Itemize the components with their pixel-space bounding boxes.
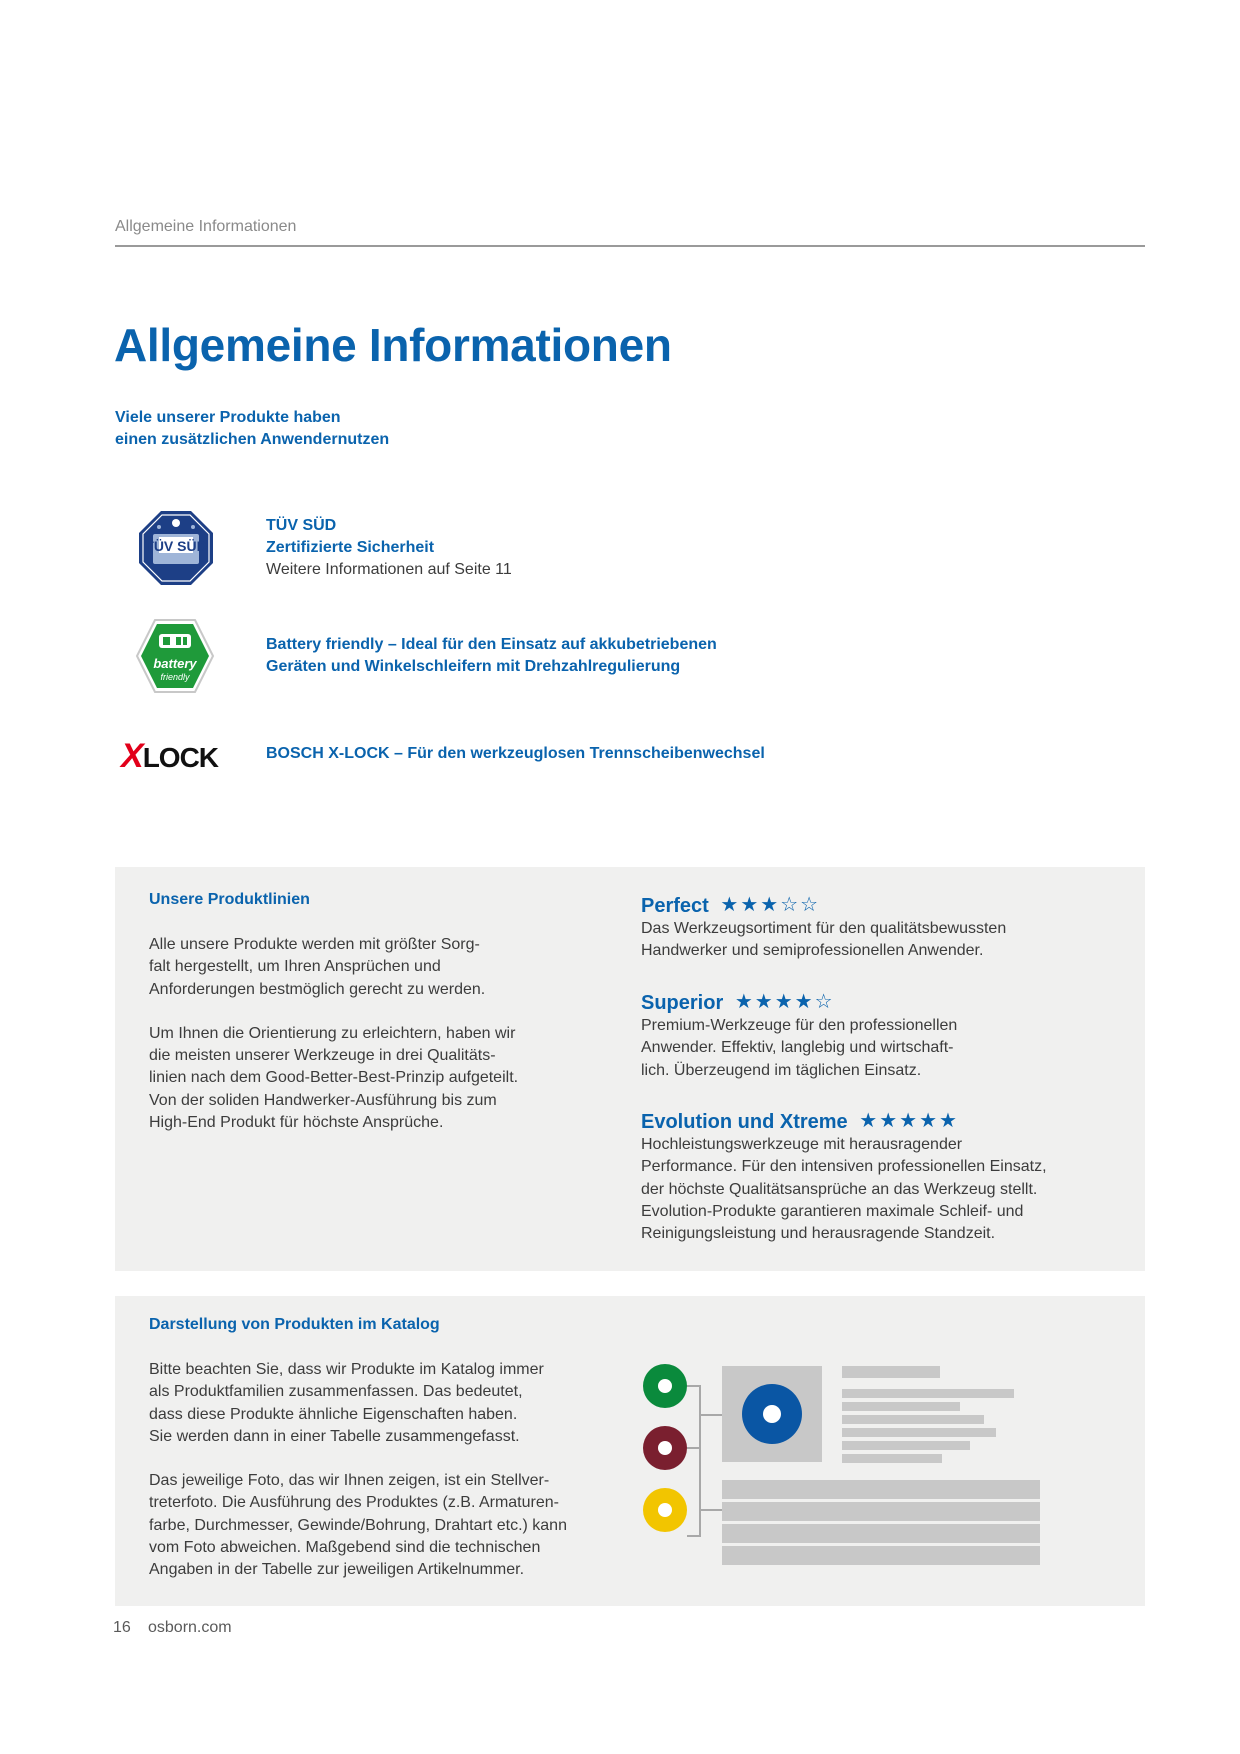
running-header: Allgemeine Informationen bbox=[115, 218, 297, 235]
header-rule bbox=[115, 245, 1145, 247]
rating-stars bbox=[859, 1108, 959, 1132]
text-line-placeholder bbox=[842, 1428, 996, 1437]
svg-text:friendly: friendly bbox=[160, 672, 190, 682]
catalog-title: Darstellung von Produkten im Katalog bbox=[149, 1316, 440, 1333]
table-row-placeholder bbox=[722, 1546, 1040, 1565]
star-filled-icon: ★ bbox=[774, 989, 795, 1013]
star-empty-icon: ☆ bbox=[800, 892, 821, 916]
star-filled-icon: ★ bbox=[754, 989, 775, 1013]
product-line-superior-title: Superior ★★★★☆ bbox=[641, 989, 835, 1014]
star-empty-icon: ☆ bbox=[814, 989, 835, 1013]
table-row-placeholder bbox=[722, 1524, 1040, 1543]
product-line-evolution-description: Hochleistungswerkzeuge mit herausragender Performance. Für den intensiven professionellen Einsatz, der höchste Qualitätsansprüche an das Werkzeug stellt. Evolution-Produkte garantieren maximale Schleif- und Reinigungsleistung und herausragende Standzeit. bbox=[641, 1136, 1047, 1243]
text-line-placeholder bbox=[842, 1389, 1014, 1398]
page-title: Allgemeine Informationen bbox=[114, 319, 672, 371]
rating-stars bbox=[735, 989, 835, 1013]
connector-line bbox=[687, 1386, 700, 1536]
product-line-perfect-description: Das Werkzeugsortiment für den qualitätsbewussten Handwerker und semiprofessionellen Anwender. bbox=[641, 920, 1007, 960]
feature-tuv-text: TÜV SÜD Zertifizierte Sicherheit Weitere Informationen auf Seite 11 bbox=[266, 517, 512, 578]
star-filled-icon: ★ bbox=[919, 1108, 939, 1132]
star-filled-icon: ★ bbox=[734, 989, 755, 1013]
footer-website: osborn.com bbox=[148, 1619, 232, 1636]
star-filled-icon: ★ bbox=[859, 1108, 880, 1132]
star-filled-icon: ★ bbox=[720, 892, 741, 916]
catalog-text: Bitte beachten Sie, dass wir Produkte im Katalog immer als Produktfamilien zusammenfassen. Das bedeutet, dass diese Produkte ähnliche Eigenschaften haben. Sie werden dann in einer Tabelle zusammengefasst. Das jeweilige Foto, das wir Ihnen zeigen, ist ein Stellver- treterfoto. Die Ausführung des Produktes (z.B. Armaturen- farbe, Durchmesser, Gewinde/Bohrung, Drahtart etc.) kann vom Foto abweichen. Maßgebend sind die technischen Angaben in der Tabelle zur jeweiligen Artikelnummer. bbox=[149, 1361, 567, 1579]
product-lines-title: Unsere Produktlinien bbox=[149, 891, 310, 908]
page-number: 16 bbox=[113, 1619, 131, 1636]
xlock-logo: XLOCK bbox=[121, 737, 219, 775]
table-row-placeholder bbox=[722, 1502, 1040, 1521]
star-filled-icon: ★ bbox=[879, 1108, 900, 1132]
feature-xlock-text: BOSCH X-LOCK – Für den werkzeuglosen Trennscheibenwechsel bbox=[266, 745, 765, 762]
star-filled-icon: ★ bbox=[939, 1108, 959, 1132]
tuv-sud-icon bbox=[137, 509, 215, 587]
svg-text:battery: battery bbox=[153, 656, 197, 671]
product-lines-intro: Alle unsere Produkte werden mit größter Sorg- falt hergestellt, um Ihren Ansprüchen und Anforderungen bestmöglich gerecht zu werden. Um Ihnen die Orientierung zu erleichtern, haben wir die meisten unserer Werkzeuge in drei Qualitäts- linien nach dem Good-Better-Best-Prinzip aufgeteilt. Von der soliden Handwerker-Ausführung bis zum High-End Produkt für höchste Ansprüche. bbox=[149, 936, 519, 1132]
text-line-placeholder bbox=[842, 1415, 984, 1424]
product-line-evolution-title: Evolution und Xtreme ★★★★★ bbox=[641, 1108, 959, 1133]
text-line-placeholder bbox=[842, 1454, 942, 1463]
star-filled-icon: ★ bbox=[794, 989, 815, 1013]
table-row-placeholder bbox=[722, 1480, 1040, 1499]
product-line-superior-description: Premium-Werkzeuge für den professionellen Anwender. Effektiv, langlebig und wirtschaft- lich. Überzeugend im täglichen Einsatz. bbox=[641, 1017, 958, 1079]
text-line-placeholder bbox=[842, 1366, 940, 1378]
product-line-perfect-title: Perfect ★★★☆☆ bbox=[641, 892, 821, 917]
text-line-placeholder bbox=[842, 1441, 970, 1450]
text-line-placeholder bbox=[842, 1402, 960, 1411]
battery-friendly-icon bbox=[135, 618, 215, 694]
rating-stars bbox=[720, 892, 820, 916]
star-filled-icon: ★ bbox=[740, 892, 761, 916]
subtitle: Viele unserer Produkte haben einen zusätzlichen Anwendernutzen bbox=[115, 409, 390, 448]
feature-battery-text: Battery friendly – Ideal für den Einsatz auf akkubetriebenen Geräten und Winkelschleifern mit Drehzahlregulierung bbox=[266, 636, 717, 675]
star-filled-icon: ★ bbox=[760, 892, 781, 916]
star-empty-icon: ☆ bbox=[780, 892, 801, 916]
svg-text:TÜV SÜD: TÜV SÜD bbox=[145, 538, 207, 554]
catalog-illustration bbox=[640, 1360, 1040, 1570]
star-filled-icon: ★ bbox=[899, 1108, 920, 1132]
